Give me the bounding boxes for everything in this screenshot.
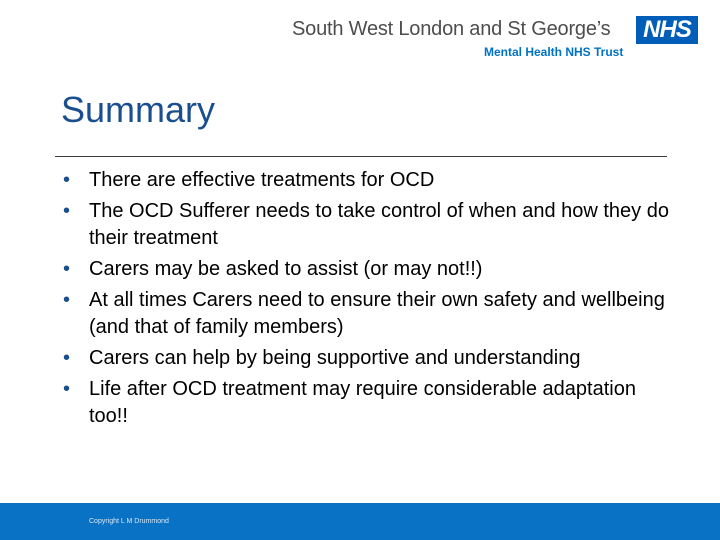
- trust-subtitle: Mental Health NHS Trust: [484, 45, 624, 59]
- slide-title: Summary: [61, 89, 216, 130]
- bullet-item: • At all times Carers need to ensure their own safety and wellbeing (and that of family members): [60, 287, 670, 341]
- bullet-item: • Carers can help by being supportive and understanding: [60, 345, 670, 372]
- trust-name: South West London and St George’s: [292, 18, 611, 40]
- bullet-item: • There are effective treatments for OCD: [60, 167, 670, 194]
- copyright-notice: Copyright L M Drummond: [89, 518, 169, 525]
- footer-bar: [0, 503, 720, 540]
- nhs-logo: NHS: [636, 16, 698, 44]
- bullet-item: • The OCD Sufferer needs to take control of when and how they do their treatment: [60, 198, 670, 252]
- trust-logo: [292, 14, 700, 62]
- bullet-list: [60, 167, 670, 434]
- bullet-item: • Life after OCD treatment may require considerable adaptation too!!: [60, 376, 670, 430]
- bullet-item: • Carers may be asked to assist (or may not!!): [60, 256, 670, 283]
- title-divider: [55, 156, 667, 157]
